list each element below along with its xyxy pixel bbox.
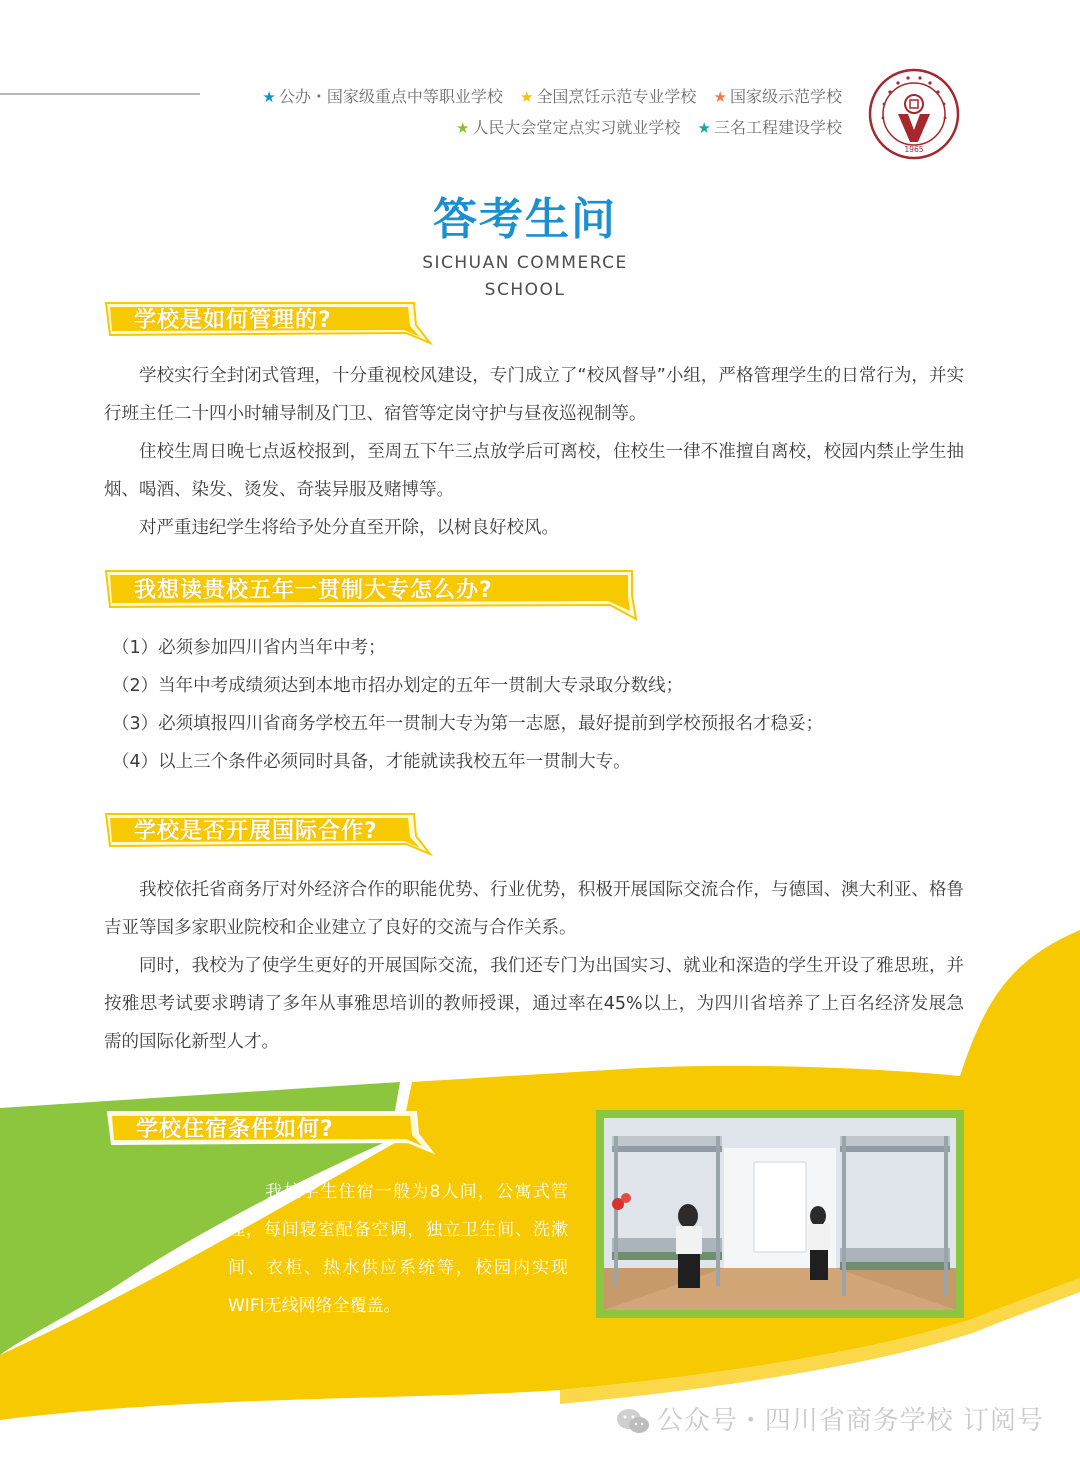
management-answer bbox=[104, 357, 964, 547]
question-text: 我想读贵校五年一贯制大专怎么办? bbox=[134, 578, 493, 603]
star-icon: ★ bbox=[519, 88, 534, 106]
question-text: 学校是如何管理的? bbox=[134, 308, 332, 333]
international-answer bbox=[104, 871, 964, 1061]
honor-item bbox=[456, 118, 680, 137]
question-header-management bbox=[102, 299, 434, 347]
wechat-icon bbox=[615, 1407, 651, 1437]
dorm-room-illustration bbox=[604, 1118, 956, 1310]
answer-paragraph: 我校学生住宿一般为8人间，公寓式管理，每间寝室配备空调，独立卫生间、洗漱间、衣柜、热水供应系统等，校园内实现WIFI无线网络全覆盖。 bbox=[228, 1182, 568, 1316]
honor-item bbox=[520, 87, 696, 106]
star-icon: ★ bbox=[262, 88, 276, 106]
requirement-item: （2）当年中考成绩须达到本地市招办划定的五年一贯制大专录取分数线； bbox=[112, 676, 684, 696]
dorm-answer bbox=[228, 1173, 568, 1325]
honor-item bbox=[262, 87, 502, 106]
logo-year: 1965 bbox=[904, 145, 924, 154]
answer-paragraph: 住校生周日晚七点返校报到，至周五下午三点放学后可离校，住校生一律不准擅自离校，校园内禁止学生抽烟、喝酒、染发、烫发、奇装异服及赌博等。 bbox=[104, 442, 964, 500]
subtitle-line-1: SICHUAN COMMERCE bbox=[422, 253, 628, 273]
honor-item bbox=[698, 118, 842, 137]
answer-paragraph: 同时，我校为了使学生更好的开展国际交流，我们还专门为出国实习、就业和深造的学生开设了雅思班，并按雅思考试要求聘请了多年从事雅思培训的教师授课，通过率在45%以上，为四川省培养了上百名经济发展急需的国际化新型人才。 bbox=[104, 956, 964, 1052]
header-rule bbox=[0, 93, 200, 95]
school-seal-logo bbox=[868, 68, 960, 160]
honor-text: 公办・国家级重点中等职业学校 bbox=[278, 87, 503, 106]
answer-paragraph: 对严重违纪学生将给予处分直至开除，以树良好校风。 bbox=[139, 518, 559, 538]
page-title: 答考生问 bbox=[433, 194, 617, 245]
honor-text: 国家级示范学校 bbox=[729, 87, 842, 106]
honors-list bbox=[250, 84, 842, 146]
page-subtitle bbox=[0, 250, 1050, 304]
star-icon: ★ bbox=[455, 119, 470, 137]
honors-row-1 bbox=[250, 84, 842, 115]
honors-row-2 bbox=[250, 115, 842, 146]
answer-paragraph: 我校依托省商务厅对外经济合作的职能优势、行业优势，积极开展国际交流合作，与德国、澳大利亚、格鲁吉亚等国多家职业院校和企业建立了良好的交流与合作关系。 bbox=[104, 880, 964, 938]
dorm-photo bbox=[604, 1118, 956, 1310]
requirement-item: （1）必须参加四川省内当年中考； bbox=[112, 638, 386, 658]
honor-text: 三名工程建设学校 bbox=[713, 118, 842, 137]
subtitle-line-2: SCHOOL bbox=[484, 280, 566, 300]
honor-item bbox=[714, 87, 842, 106]
answer-paragraph: 学校实行全封闭式管理，十分重视校风建设，专门成立了“校风督导”小组，严格管理学生的日常行为，并实行班主任二十四小时辅导制及门卫、宿管等定岗守护与昼夜巡视制等。 bbox=[104, 366, 964, 424]
question-header-five-year bbox=[102, 567, 638, 621]
star-icon: ★ bbox=[697, 119, 711, 137]
requirement-item: （4）以上三个条件必须同时具备，才能就读我校五年一贯制大专。 bbox=[112, 752, 631, 772]
honor-text: 全国烹饪示范专业学校 bbox=[536, 87, 697, 106]
honor-text: 人民大会堂定点实习就业学校 bbox=[472, 118, 681, 137]
five-year-requirements bbox=[112, 629, 972, 781]
footer-watermark bbox=[615, 1400, 1044, 1437]
star-icon: ★ bbox=[713, 88, 727, 106]
question-header-international bbox=[102, 810, 434, 858]
question-text: 学校是否开展国际合作? bbox=[134, 819, 378, 844]
question-text: 学校住宿条件如何? bbox=[136, 1117, 334, 1142]
footer-text: 公众号・四川省商务学校 订阅号 bbox=[656, 1406, 1044, 1436]
requirement-item: （3）必须填报四川省商务学校五年一贯制大专为第一志愿，最好提前到学校预报名才稳妥； bbox=[112, 714, 824, 734]
dorm-photo-frame bbox=[596, 1110, 964, 1318]
question-header-dorm bbox=[104, 1108, 436, 1156]
